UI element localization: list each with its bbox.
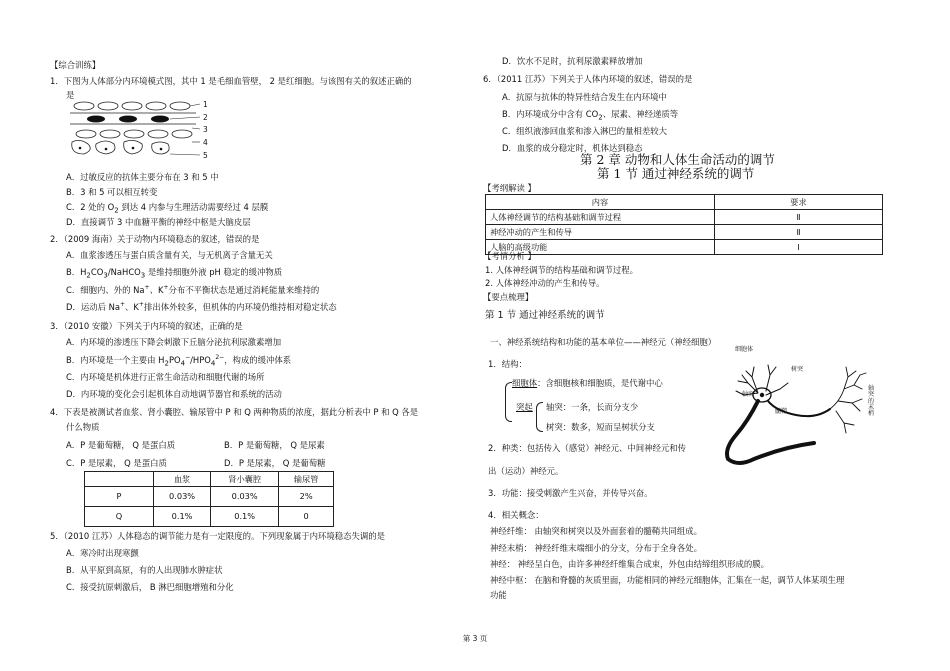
cell-body-label: 细胞体 xyxy=(512,378,538,388)
label-cell-body: 细胞体 xyxy=(735,346,754,353)
q2-c-4: + xyxy=(163,284,169,291)
q2-c-3: 、K xyxy=(149,284,164,295)
fig-label-1: 1 xyxy=(203,100,208,109)
q3-option-b xyxy=(66,354,291,368)
q2-b-5: /NaHCO xyxy=(107,267,141,277)
q2-d-4: + xyxy=(138,301,144,308)
neuron-diagram xyxy=(718,345,878,475)
table-cell: Ⅱ xyxy=(715,210,883,225)
label-dendrite: 树突 xyxy=(791,366,804,373)
kaoqing-item-2: 2. 人体神经冲动的产生和传导。 xyxy=(485,278,605,288)
concept-nerve-ending: 神经末梢： 神经纤维末端细小的分支，分布于全身各处。 xyxy=(490,543,703,553)
subsection-heading: 第 1 节 通过神经系统的调节 xyxy=(485,310,605,321)
function-text: 3．功能：接受刺激产生兴奋，并传导兴奋。 xyxy=(488,488,653,498)
q5-option-b: B．从平原到高原，有的人出现肺水肿症状 xyxy=(66,565,223,575)
q3-option-d: D．内环境的变化会引起机体自动地调节器官和系统的活动 xyxy=(66,389,282,399)
q2-c-1: C．细胞内、外的 Na xyxy=(66,284,145,295)
concept-nerve: 神经： 神经呈白色，由许多神经纤维集合成束，外包由结缔组织形成的膜。 xyxy=(490,559,770,569)
concept-nerve-center: 神经中枢： 在脑和脊髓的灰质里面，功能相同的神经元细胞体，汇集在一起，调节人体某项生理 xyxy=(490,575,845,585)
q6-stem: 6．（2011 江苏）下列关于人体内环境的叙述，错误的是 xyxy=(483,74,693,84)
q3-b-2: 2 xyxy=(164,359,169,368)
q2-b-3: CO xyxy=(90,267,104,277)
q2-b-1: B．H xyxy=(66,267,87,277)
table-row xyxy=(486,195,883,210)
q6-option-b xyxy=(502,109,678,122)
q3-b-9: ，构成的缓冲体系 xyxy=(224,354,292,365)
part-one-heading: 一、神经系统结构和功能的基本单位——神经元（神经细胞） xyxy=(490,337,717,347)
q5-option-a: A．寒冷时出现寒颤 xyxy=(66,548,139,558)
q1-c-sub: 2 xyxy=(114,206,119,215)
q2-d-2: + xyxy=(120,301,126,308)
axon-desc: 轴突：一条，长而分支少 xyxy=(546,402,639,412)
concept-nerve-center-cont: 功能 xyxy=(490,590,507,600)
q1-c-post: 到达 4 内参与生理活动需要经过 4 层膜 xyxy=(118,202,269,212)
q3-b-8: 2− xyxy=(215,354,225,361)
process-label: 突起 xyxy=(516,402,533,412)
brace-outer xyxy=(505,382,512,422)
q6-option-c: C．组织液渗回血浆和渗入淋巴的量相差较大 xyxy=(502,126,667,136)
table-cell: 0 xyxy=(279,507,334,527)
concepts-heading: 4．相关概念： xyxy=(488,510,544,520)
q4-option-d: D．P 是尿素， Q 是葡萄糖 xyxy=(224,458,326,468)
q6-b-3: 、尿素、神经递质等 xyxy=(602,109,679,119)
q5-stem: 5．（2010 江苏）人体稳态的调节能力是有一定限度的。下列现象属于内环境稳态失调的是 xyxy=(50,531,385,541)
q6-b-1: B．内环境成分中含有 CO xyxy=(502,109,599,119)
table-cell: 0.03% xyxy=(154,487,211,507)
q6-option-d: D．血浆的成分稳定时，机体达到稳态 xyxy=(502,143,643,153)
table-row xyxy=(85,507,334,527)
fig-label-3: 3 xyxy=(203,125,208,134)
cell-body-desc: ：含细胞核和细胞质，是代谢中心 xyxy=(537,378,663,388)
page-number: 第 3 页 xyxy=(462,634,488,643)
fig-label-4: 4 xyxy=(203,138,208,147)
q4-stem: 4．下表是被测试者血浆、肾小囊腔、输尿管中 P 和 Q 两种物质的浓度，据此分析表中 P 和 Q 各是 xyxy=(50,407,419,417)
table-cell: 输尿管 xyxy=(279,472,334,487)
table-cell: 神经冲动的产生和传导 xyxy=(486,225,715,240)
table-cell: 肾小囊腔 xyxy=(211,472,279,487)
table-cell: 人脑的高级功能 xyxy=(486,240,715,255)
table-cell: 血浆 xyxy=(154,472,211,487)
q6-option-a: A．抗原与抗体的特异性结合发生在内环境中 xyxy=(502,92,667,102)
table-cell: 要求 xyxy=(715,195,883,210)
q3-b-7: 4 xyxy=(210,359,216,368)
table-row xyxy=(486,210,883,225)
q3-stem: 3．（2010 安徽）下列关于内环境的叙述，正确的是 xyxy=(50,321,243,331)
q2-b-2: 2 xyxy=(86,271,91,280)
table-cell: P xyxy=(85,487,154,507)
q2-c-2: + xyxy=(144,284,150,291)
q2-d-5: 排出体外较多，但机体的内环境仍维持相对稳定状态 xyxy=(143,301,337,312)
table-cell: 2% xyxy=(279,487,334,507)
q1-option-a: A．过敏反应的抗体主要分布在 3 和 5 中 xyxy=(66,172,219,182)
kaoqing-item-1: 1. 人体神经调节的结构基础和调节过程。 xyxy=(485,265,639,275)
table-cell xyxy=(85,472,154,487)
table-cell: 0.1% xyxy=(154,507,211,527)
q5-option-c: C．接受抗原刺激后， B 淋巴细胞增殖和分化 xyxy=(66,582,234,592)
q2-d-3: 、K xyxy=(125,301,139,312)
q1-c-pre: C．2 处的 O xyxy=(66,202,115,212)
q1-option-d: D．直接调节 3 中血糖平衡的神经中枢是大脑皮层 xyxy=(66,217,251,227)
q1-option-b: B．3 和 5 可以相互转变 xyxy=(66,187,158,197)
types-text-cont: 出（运动）神经元。 xyxy=(488,466,564,476)
q1-stem-cont: 是 xyxy=(66,90,75,100)
table-row xyxy=(85,487,334,507)
brace-inner xyxy=(536,402,543,432)
label-axon: 轴突 xyxy=(742,391,755,398)
q4-option-c: C．P 是尿素， Q 是蛋白质 xyxy=(66,458,167,468)
q3-option-a: A．内环境的渗透压下降会刺激下丘脑分泌抗利尿激素增加 xyxy=(66,337,282,347)
q2-c-5: 分布不平衡状态是通过消耗能量来维持的 xyxy=(168,284,320,295)
q2-option-b xyxy=(66,267,282,280)
q2-option-d xyxy=(66,301,337,312)
table-cell: Q xyxy=(85,507,154,527)
label-myelin: 髓鞘 xyxy=(775,408,788,415)
table-cell: 人体神经调节的结构基础和调节过程 xyxy=(486,210,715,225)
yaodian-heading: 【要点梳理】 xyxy=(483,292,534,302)
q3-b-4: 4 xyxy=(180,359,186,368)
table-cell: Ⅰ xyxy=(715,240,883,255)
table-cell: 0.1% xyxy=(211,507,279,527)
table-cell: 0.03% xyxy=(211,487,279,507)
table-row xyxy=(486,240,883,255)
q2-b-7: 是维持细胞外液 pH 稳定的缓冲物质 xyxy=(145,267,283,277)
section-heading: 【综合训练】 xyxy=(50,60,101,70)
fig-label-2: 2 xyxy=(203,113,208,122)
dendrite-desc: 树突：数多，短而呈树状分支 xyxy=(546,422,655,432)
q2-b-6: 3 xyxy=(140,271,146,280)
structure-label: 1．结构： xyxy=(488,359,527,369)
q3-b-6: /HPO xyxy=(190,354,211,365)
tissue-diagram xyxy=(66,98,216,162)
q4-table xyxy=(84,471,334,527)
q4-stem-cont: 什么物质 xyxy=(66,422,100,432)
q3-option-c: C．内环境是机体进行正常生命活动和细胞代谢的场所 xyxy=(66,372,265,382)
q2-option-c xyxy=(66,284,319,295)
q2-option-a: A．血浆渗透压与蛋白质含量有关，与无机离子含量无关 xyxy=(66,250,273,260)
label-axon-ending: 轴突的末梢 xyxy=(868,385,875,418)
section-title: 第 1 节 通过神经系统的调节 xyxy=(597,166,755,181)
table-cell: Ⅱ xyxy=(715,225,883,240)
q3-b-1: B．内环境是一个主要由 H xyxy=(66,354,165,365)
types-text: 2．种类：包括传入（感觉）神经元、中间神经元和传 xyxy=(488,443,686,453)
table-cell: 内容 xyxy=(486,195,715,210)
cell-body-term xyxy=(512,378,663,389)
chapter-title: 第 2 章 动物和人体生命活动的调节 xyxy=(580,152,775,167)
q4-option-a: A．P 是葡萄糖， Q 是蛋白质 xyxy=(66,440,176,450)
q2-stem: 2．（2009 海南）关于动物内环境稳态的叙述，错误的是 xyxy=(50,234,260,244)
kaoqing-heading: 【考情分析 】 xyxy=(483,251,536,261)
q2-b-4: 3 xyxy=(103,271,108,280)
q2-d-1: D．运动后 Na xyxy=(66,301,121,312)
table-row xyxy=(486,225,883,240)
concept-nerve-fiber: 神经纤维： 由轴突和树突以及外面套着的髓鞘共同组成。 xyxy=(490,526,703,536)
q5-option-d: D．饮水不足时，抗利尿激素释放增加 xyxy=(502,56,643,66)
kaogang-heading: 【考纲解读 】 xyxy=(483,183,536,193)
q6-b-2: 2 xyxy=(598,113,603,122)
q1-stem: 1．下图为人体部分内环境模式图，其中 1 是毛细血管壁， 2 是红细胞。与该图有关的叙述正确的 xyxy=(50,76,412,86)
syllabus-table xyxy=(485,194,883,255)
fig-label-5: 5 xyxy=(203,151,208,160)
q3-b-5: − xyxy=(185,354,191,361)
table-row xyxy=(85,472,334,487)
q1-option-c xyxy=(66,202,268,215)
q4-option-b: B．P 是葡萄糖， Q 是尿素 xyxy=(224,440,325,450)
q3-b-3: PO xyxy=(168,354,181,365)
